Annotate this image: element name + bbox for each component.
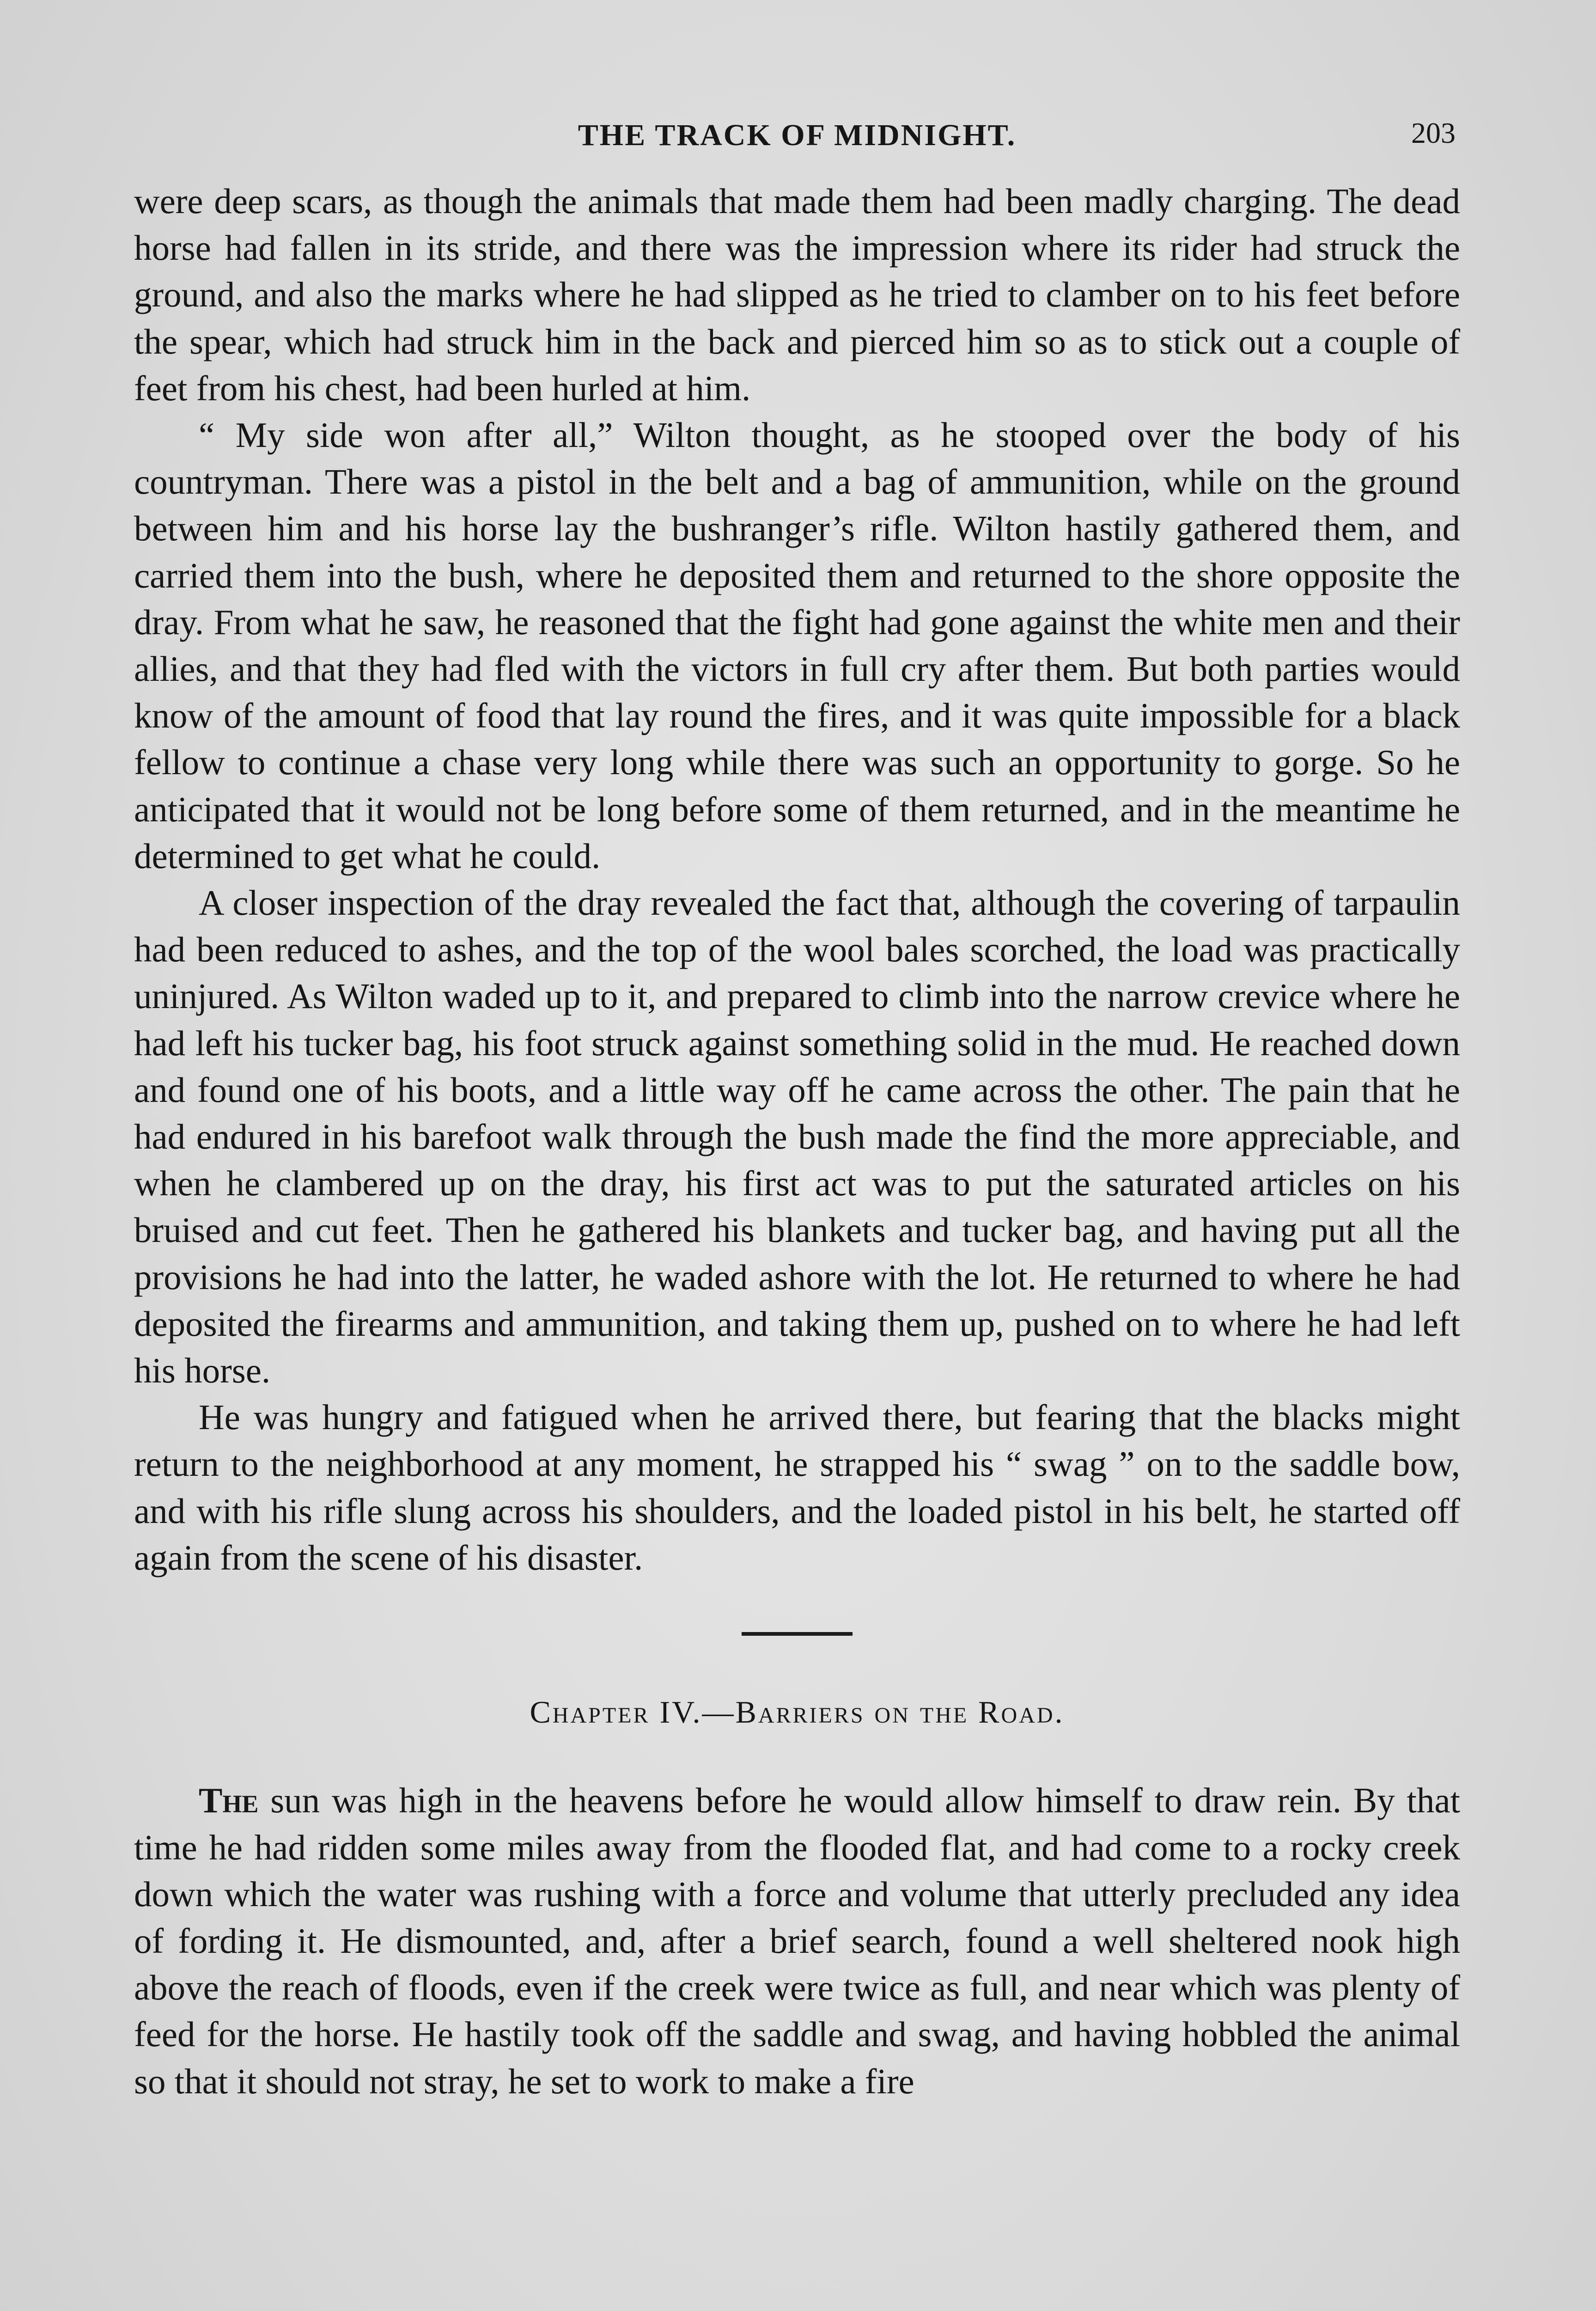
running-head <box>134 109 1460 159</box>
chapter-heading: Chapter IV.—Barriers on the Road. <box>530 1694 1065 1730</box>
paragraph-continued: were deep scars, as though the animals that made them had been madly charging. The dead horse had fallen in its stride, and there was the impression where its rider had struck the ground, and also the marks where he had slipped as he tried to clamber on to his feet before the spear, which had struck him in the back and pierced him so as to stick out a couple of feet from his chest, had been hurled at him. <box>134 181 1460 408</box>
text-column <box>134 178 1460 2105</box>
chapter-opening-text: sun was high in the heavens before he would allow himself to draw rein. By that time he had ridden some miles away from the flooded flat, and had come to a rocky creek down which the water was rushing with a force and volume that utterly precluded any idea of fording it. He dismounted, and, after a brief search, found a well sheltered nook high above the reach of floods, even if the creek were twice as full, and near which was plenty of feed for the horse. He hastily took off the saddle and swag, and having hobbled the animal so that it should not stray, he set to work to make a fire <box>134 1780 1460 2101</box>
paragraph: He was hungry and fatigued when he arrived there, but fearing that the blacks might return to the neighborhood at any moment, he strapped his “ swag ” on to the saddle bow, and with his rifle slung across his shoulders, and the loaded pistol in his belt, he started off again from the scene of his disaster. <box>134 1397 1460 1577</box>
chapter-opening-word: The <box>199 1780 259 1821</box>
page-number: 203 <box>1411 116 1456 149</box>
paragraph: “ My side won after all,” Wilton thought, as he stooped over the body of his countryman. There was a pistol in the belt and a bag of ammunition, while on the ground between him and his horse lay the bushranger’s rifle. Wilton hastily gathered them, and carried them into the bush, where he deposited them and returned to the shore opposite the dray. From what he saw, he reasoned that the fight had gone against the white men and their allies, and that they had fled with the victors in full cry after them. But both parties would know of the amount of food that lay round the fires, and it was quite impossible for a black fellow to continue a chase very long while there was such an opportunity to gorge. So he anticipated that it would not be long before some of them returned, and in the meantime he determined to get what he could. <box>134 415 1460 876</box>
running-title: THE TRACK OF MIDNIGHT. <box>578 118 1017 152</box>
section-divider <box>742 1632 853 1636</box>
paragraph: A closer inspection of the dray revealed the fact that, although the covering of tarpaulin had been reduced to ashes, and the top of the wool bales scorched, the load was practically uninjured. As Wilton waded up to it, and prepared to climb into the narrow crevice where he had left his tucker bag, his foot struck against something solid in the mud. He reached down and found one of his boots, and a little way off he came across the other. The pain that he had endured in his barefoot walk through the bush made the find the more appreciable, and when he clambered up on the dray, his first act was to put the saturated articles on his bruised and cut feet. Then he gathered his blankets and tucker bag, and having put all the provisions he had into the latter, he waded ashore with the lot. He returned to where he had deposited the firearms and ammunition, and taking them up, pushed on to where he had left his horse. <box>134 883 1460 1391</box>
chapter-opening-paragraph <box>134 1777 1460 2104</box>
